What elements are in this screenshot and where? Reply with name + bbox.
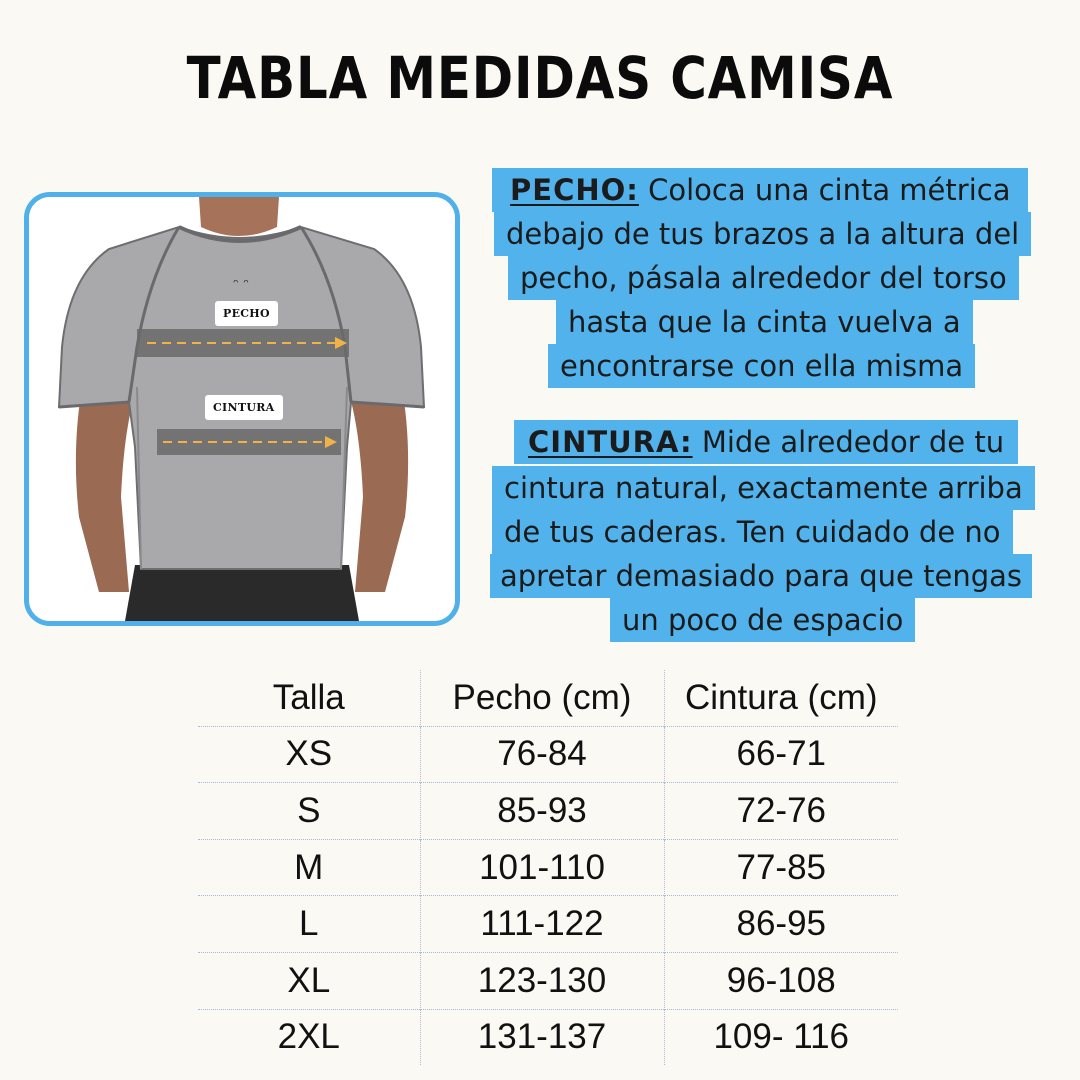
chest-info-line-5: encontrarse con ella misma [548,344,975,388]
table-row [198,783,898,840]
table-row [198,839,898,896]
cell-chest: 123-130 [420,952,664,1009]
cell-size: XL [287,960,331,1000]
cell-size: XS [285,734,333,774]
cell-chest: 111-122 [420,896,664,953]
header-waist: Cintura (cm) [664,670,898,726]
waist-info-line-1 [514,420,1018,464]
waist-info-key: CINTURA: [528,425,693,459]
chest-tag: PECHO [215,301,278,326]
cell-size: L [299,904,319,944]
table-row [198,726,898,783]
waist-info-line-5: un poco de espacio [610,598,915,642]
cell-chest: 76-84 [420,726,664,783]
table-row [198,1009,898,1065]
waist-info-line-2: cintura natural, exactamente arriba [492,466,1035,510]
waist-info-line-3: de tus caderas. Ten cuidado de no [492,510,1013,554]
waist-info-line-4: apretar demasiado para que tengas [490,554,1032,598]
shirt-photo [24,192,460,626]
chest-info-line-4: hasta que la cinta vuelva a [556,300,973,344]
cell-size: S [297,790,321,830]
waist-tag: CINTURA [205,395,283,420]
chest-info-line-3: pecho, pásala alrededor del torso [508,256,1019,300]
table-header-row [198,670,898,726]
cell-waist: 72-76 [664,783,898,840]
page-title: TABLA MEDIDAS CAMISA [186,44,894,112]
cell-chest: 101-110 [420,839,664,896]
chest-info-line-1 [492,168,1028,212]
header-size: Talla [272,677,345,717]
cell-waist: 66-71 [664,726,898,783]
cell-size: 2XL [277,1017,340,1057]
cell-waist: 109- 116 [664,1009,898,1065]
chest-info-text: Coloca una cinta métrica [648,173,1011,207]
cell-size: M [294,847,324,887]
svg-text:ᵔ ᵔ: ᵔ ᵔ [232,277,250,293]
cell-waist: 96-108 [664,952,898,1009]
cell-waist: 86-95 [664,896,898,953]
table-row [198,896,898,953]
cell-chest: 131-137 [420,1009,664,1065]
table-row [198,952,898,1009]
waist-info-text: Mide alrededor de tu [701,425,1005,459]
chest-info-line-2: debajo de tus brazos a la altura del [494,212,1031,256]
cell-waist: 77-85 [664,839,898,896]
chest-info-key: PECHO: [510,173,639,207]
cell-chest: 85-93 [420,783,664,840]
size-table [198,670,898,1060]
header-chest: Pecho (cm) [420,670,664,726]
